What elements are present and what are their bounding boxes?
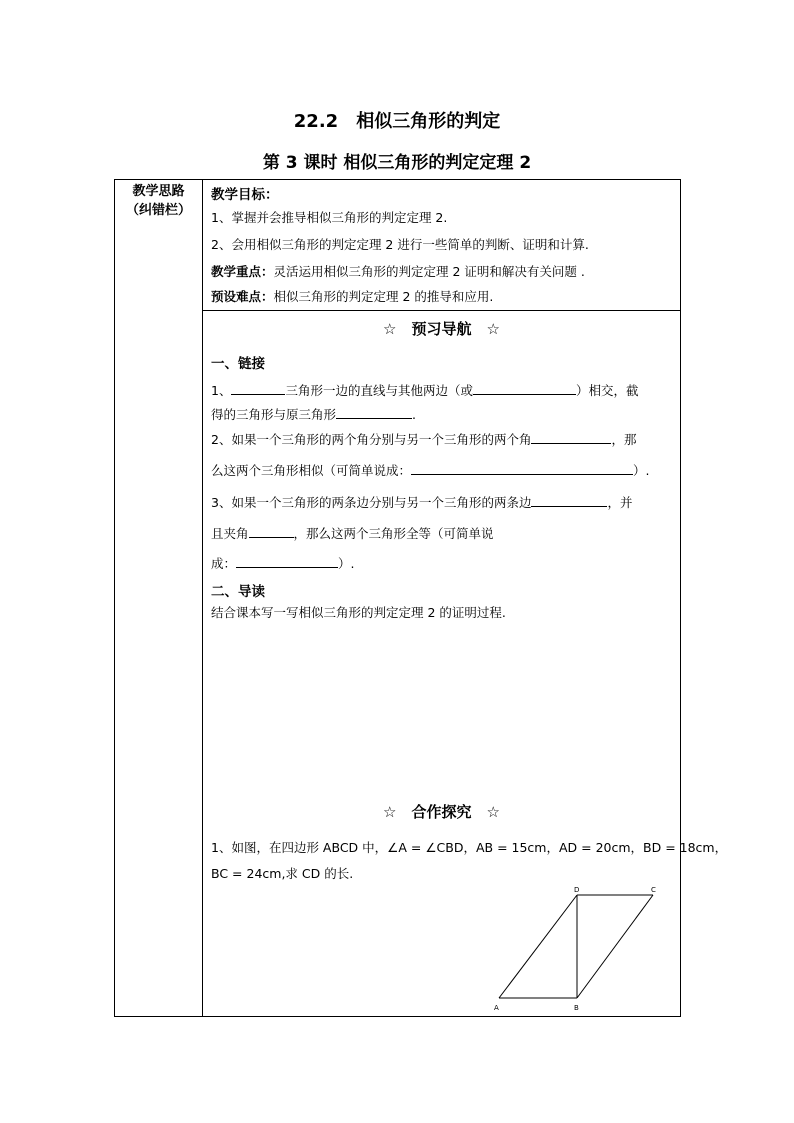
question-1-line-b: 得的三角形与原三角形 . <box>211 407 416 422</box>
difficulty-line <box>211 287 493 305</box>
section-divider <box>203 310 680 311</box>
problem-1-line-2: BC = 24cm,求 CD 的长. <box>211 866 354 881</box>
page-title: 22.2 相似三角形的判定 <box>293 111 501 132</box>
blank-field[interactable] <box>249 525 294 538</box>
vertex-label-b: B <box>574 1004 579 1012</box>
objective-item-1: 1、掌握并会推导相似三角形的判定定理 2. <box>211 210 448 225</box>
difficulty-text: 相似三角形的判定定理 2 的推导和应用. <box>273 289 494 304</box>
guide-text: 结合课本写一写相似三角形的判定定理 2 的证明过程. <box>211 605 506 620</box>
blank-field[interactable] <box>473 382 576 395</box>
problem-1-line-1: 1、如图，在四边形 ABCD 中，∠A = ∠CBD，AB = 15cm，AD = 20cm，BD = 18cm， <box>211 840 728 855</box>
lesson-table <box>114 179 728 1017</box>
blank-field[interactable] <box>236 555 338 568</box>
quadrilateral-figure <box>483 880 673 1015</box>
segment-AD <box>499 895 577 998</box>
preview-heading: ☆ 预习导航 ☆ <box>383 320 500 338</box>
sidebar-column <box>115 180 203 1017</box>
segment-CB <box>577 895 653 998</box>
question-1-line-a: 1、 三角形一边的直线与其他两边（或 ）相交，截 <box>211 383 639 398</box>
objective-item-2: 2、会用相似三角形的判定定理 2 进行一些简单的判断、证明和计算. <box>211 237 589 252</box>
blank-field[interactable] <box>531 431 611 444</box>
content-column <box>203 180 728 1017</box>
question-3-line-c: 成： ）. <box>211 556 355 571</box>
explore-heading: ☆ 合作探究 ☆ <box>383 803 500 821</box>
sidebar-label: 教学思路 <box>132 184 185 199</box>
key-point-text: 灵活运用相似三角形的判定定理 2 证明和解决有关问题 . <box>273 264 585 279</box>
question-3-line-a: 3、如果一个三角形的两条边分别与另一个三角形的两条边 ，并 <box>211 495 633 510</box>
page-subtitle: 第 3 课时 相似三角形的判定定理 2 <box>262 153 532 173</box>
vertex-label-d: D <box>574 886 580 894</box>
blank-field[interactable] <box>411 462 633 475</box>
question-3-line-b: 且夹角 ，那么这两个三角形全等（可简单说 <box>211 526 494 541</box>
question-2-line-b: 么这两个三角形相似（可简单说成： ）. <box>211 463 650 478</box>
question-2-line-a: 2、如果一个三角形的两个角分别与另一个三角形的两个角 ，那 <box>211 432 637 447</box>
key-point-line <box>211 262 585 280</box>
key-point-label: 教学重点： <box>211 264 274 279</box>
difficulty-label: 预设难点： <box>211 289 274 304</box>
vertex-label-c: C <box>651 886 656 894</box>
objectives-heading: 教学目标： <box>211 187 279 203</box>
blank-field[interactable] <box>531 494 607 507</box>
blank-field[interactable] <box>336 406 412 419</box>
blank-field[interactable] <box>231 382 285 395</box>
section-guide-heading: 二、导读 <box>211 584 265 600</box>
section-link-heading: 一、链接 <box>211 356 265 372</box>
sidebar-sublabel: （纠错栏） <box>125 203 191 218</box>
vertex-label-a: A <box>494 1004 499 1012</box>
